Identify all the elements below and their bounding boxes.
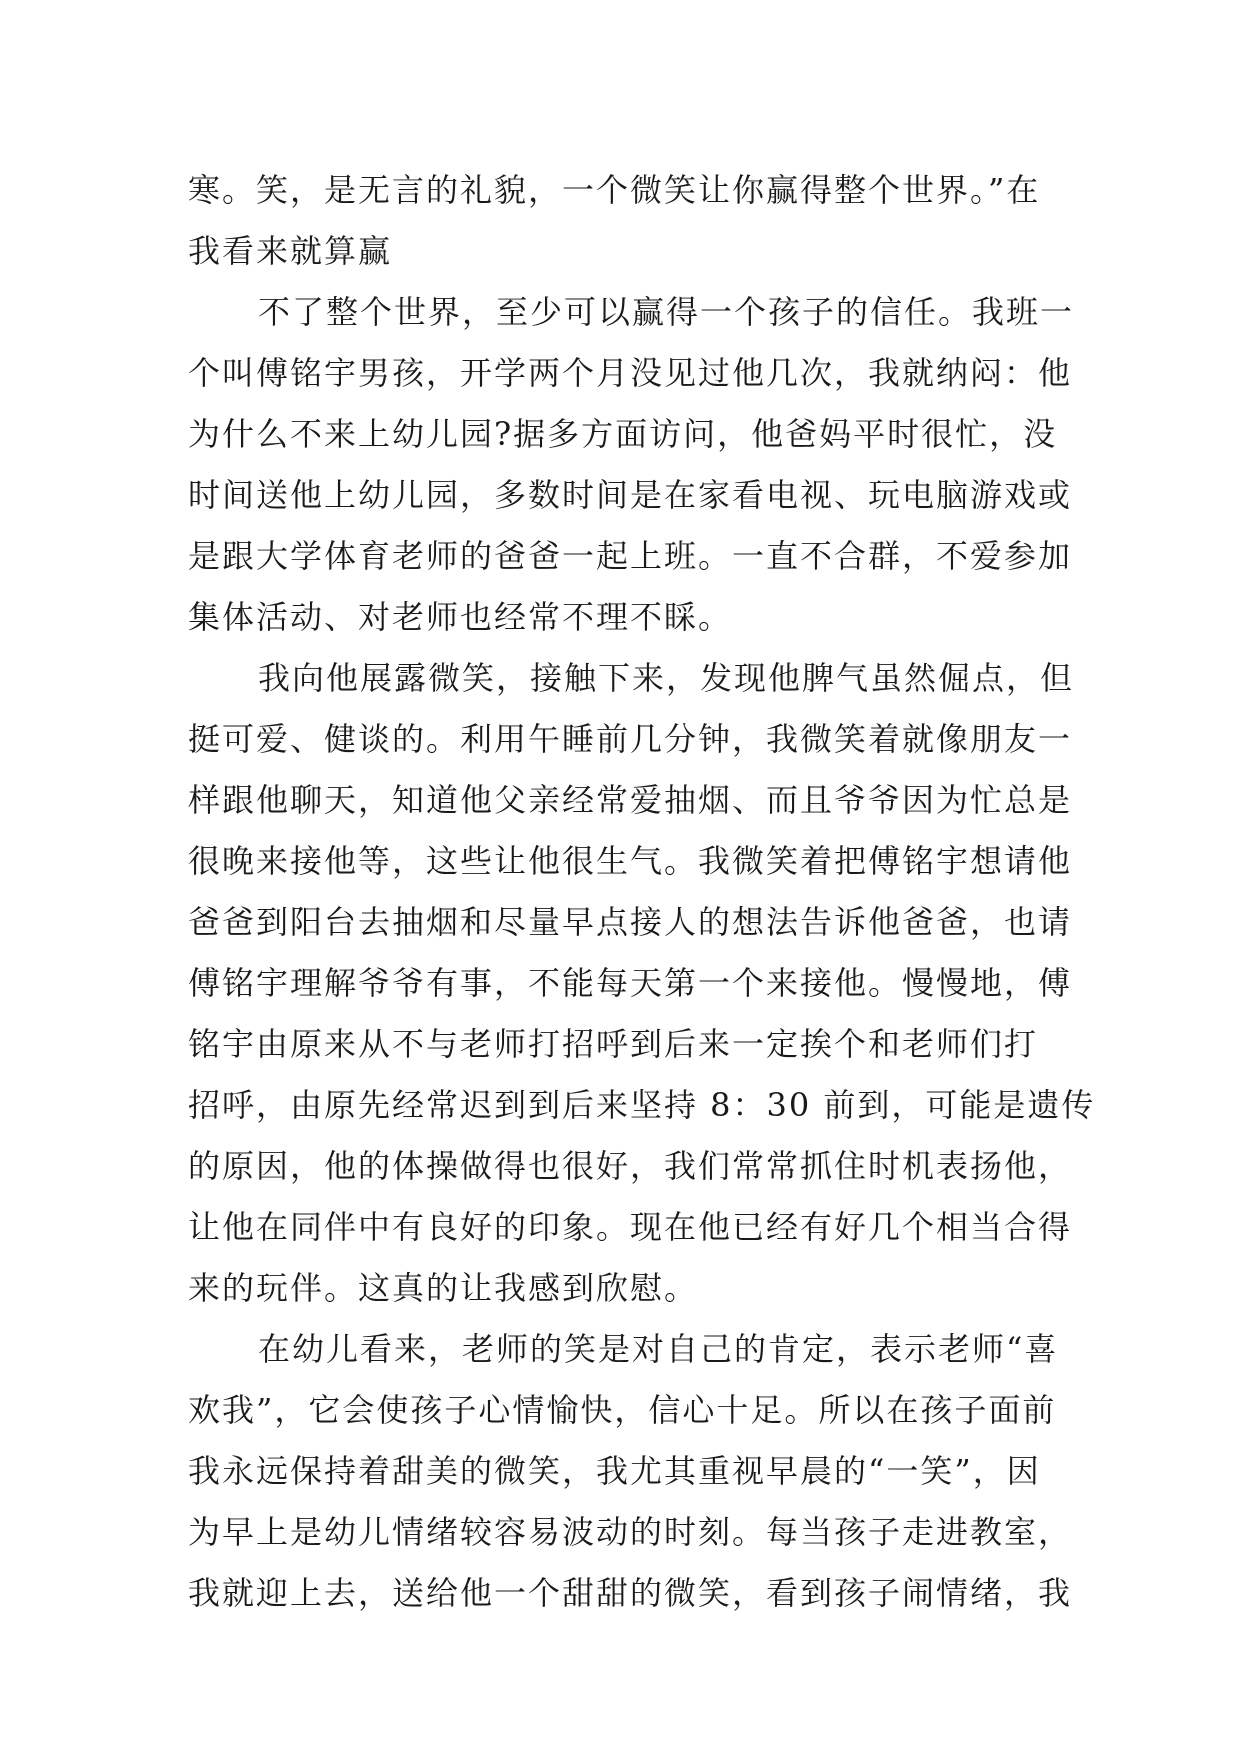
- text-line: 招呼，由原先经常迟到到后来坚持 8：30 前到，可能是遗传: [188, 1086, 1096, 1124]
- text-line: 时间送他上幼儿园，多数时间是在家看电视、玩电脑游戏或: [188, 476, 1073, 514]
- paragraph-first-line: 不了整个世界，至少可以赢得一个孩子的信任。我班一: [258, 293, 1075, 331]
- text-line: 样跟他聊天，知道他父亲经常爱抽烟、而且爷爷因为忙总是: [188, 781, 1073, 819]
- text-line: 的原因，他的体操做得也很好，我们常常抓住时机表扬他，: [188, 1147, 1073, 1185]
- document-body: [188, 160, 1096, 1624]
- text-line: 我就迎上去，送给他一个甜甜的微笑，看到孩子闹情绪，我: [188, 1574, 1073, 1612]
- text-line: 为什么不来上幼儿园?据多方面访问，他爸妈平时很忙，没: [188, 415, 1058, 453]
- text-line: 铭宇由原来从不与老师打招呼到后来一定挨个和老师们打: [188, 1025, 1039, 1063]
- text-line: 我永远保持着甜美的微笑，我尤其重视早晨的“一笑”，因: [188, 1452, 1041, 1490]
- text-line: 为早上是幼儿情绪较容易波动的时刻。每当孩子走进教室，: [188, 1513, 1073, 1551]
- text-line: 爸爸到阳台去抽烟和尽量早点接人的想法告诉他爸爸，也请: [188, 903, 1073, 941]
- text-line: 让他在同伴中有良好的印象。现在他已经有好几个相当合得: [188, 1208, 1073, 1246]
- text-line: 个叫傅铭宇男孩，开学两个月没见过他几次，我就纳闷：他: [188, 354, 1073, 392]
- text-line: 欢我”，它会使孩子心情愉快，信心十足。所以在孩子面前: [188, 1391, 1057, 1429]
- text-line: 很晚来接他等，这些让他很生气。我微笑着把傅铭宇想请他: [188, 842, 1073, 880]
- text-line: 傅铭宇理解爷爷有事，不能每天第一个来接他。慢慢地，傅: [188, 964, 1073, 1002]
- text-line: 我看来就算赢: [188, 232, 393, 270]
- paragraph-first-line: 我向他展露微笑，接触下来，发现他脾气虽然倔点，但: [258, 659, 1075, 697]
- text-line: 集体活动、对老师也经常不理不睬。: [188, 598, 733, 636]
- text-line: 挺可爱、健谈的。利用午睡前几分钟，我微笑着就像朋友一: [188, 720, 1073, 758]
- text-line: 来的玩伴。这真的让我感到欣慰。: [188, 1269, 699, 1307]
- text-line: 寒。笑，是无言的礼貌，一个微笑让你赢得整个世界。”在: [188, 171, 1041, 209]
- text-line: 是跟大学体育老师的爸爸一起上班。一直不合群，不爱参加: [188, 537, 1073, 575]
- paragraph-first-line: 在幼儿看来，老师的笑是对自己的肯定，表示老师“喜: [258, 1330, 1059, 1368]
